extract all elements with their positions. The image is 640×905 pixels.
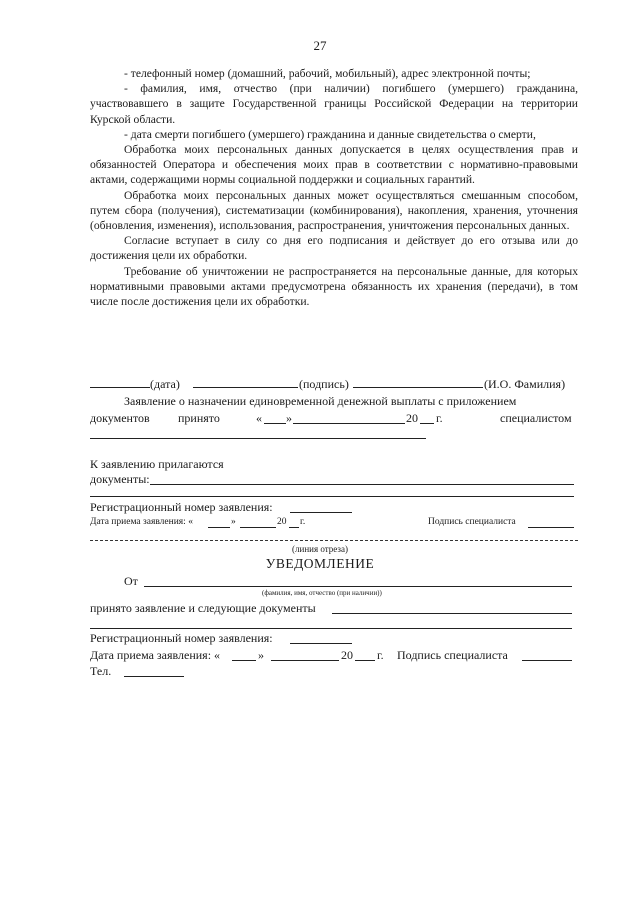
paragraph-destruction: Требование об уничтожении не распространяется на персональные данные, для которых нормативными правовыми актами предусмотрена обязанность их хранения (передачи), в том числе после достижения цели их обработки.	[90, 264, 578, 309]
notice-reg-number-label: Регистрационный номер заявления:	[90, 631, 273, 645]
application-year-blank[interactable]	[420, 423, 434, 424]
reg-number-blank[interactable]	[290, 512, 352, 513]
notice-reg-number-blank[interactable]	[290, 643, 352, 644]
notice-fio-hint: (фамилия, имя, отчество (при наличии))	[262, 589, 382, 597]
notice-date-quote-close: »	[258, 648, 264, 662]
date-accept-century: 20	[277, 517, 287, 527]
date-accept-year-suffix: г.	[300, 517, 306, 527]
date-accept-month-blank[interactable]	[240, 527, 276, 528]
specialist-signature-label: Подпись специалиста	[428, 517, 516, 527]
notice-from-label: От	[124, 574, 138, 588]
date-label: (дата)	[150, 377, 180, 391]
notice-date-year-blank[interactable]	[355, 660, 375, 661]
date-blank[interactable]	[90, 387, 150, 388]
specialist-name-blank[interactable]	[90, 438, 426, 439]
notice-date-year-suffix: г.	[377, 648, 384, 662]
name-label: (И.О. Фамилия)	[484, 377, 566, 391]
paragraph-phone: - телефонный номер (домашний, рабочий, мобильный), адрес электронной почты;	[124, 67, 531, 80]
paragraph-death-date: - дата смерти погибшего (умершего) гражданина и данные свидетельства о смерти,	[124, 127, 536, 141]
date-accept-label: Дата приема заявления: «	[90, 517, 193, 527]
attached-label-1: К заявлению прилагаются	[90, 457, 224, 471]
specialist-signature-blank[interactable]	[528, 527, 574, 528]
cut-dashed-line	[90, 540, 578, 541]
notice-date-label: Дата приема заявления: «	[90, 648, 221, 662]
application-specialist-word: специалистом	[500, 411, 572, 425]
application-accepted-word: принято	[178, 411, 220, 425]
attached-docs-blank-2[interactable]	[90, 496, 574, 497]
date-accept-quote-close: »	[231, 517, 236, 527]
paragraph-deceased-name: - фамилия, имя, отчество (при наличии) погибшего (умершего) гражданина, участвовавшего в защите Государственной границы Российской Федерации на территории Курской области.	[90, 82, 578, 126]
notice-date-month-blank[interactable]	[271, 660, 339, 661]
notice-title: УВЕДОМЛЕНИЕ	[265, 556, 375, 571]
cut-line-label: (линия отреза)	[292, 544, 348, 554]
notice-fio-blank[interactable]	[144, 586, 572, 587]
paragraph-processing-purpose: Обработка моих персональных данных допускается в целях осуществления прав и обязанностей Оператора и обеспечения моих прав в соответствии с нормативно-правовыми актами, содержащими нормы социальной поддержки и социальных гарантий.	[90, 143, 578, 187]
application-century: 20	[406, 411, 418, 425]
paragraph-processing-method: Обработка моих персональных данных может осуществляться смешанным способом, путем сбора (получения), систематизации (комбинирования), накопления, хранения, уточнения (обновления, изменения), использования, распространения, уничтожения персональных данных.	[90, 188, 578, 233]
notice-docs-blank-1[interactable]	[332, 613, 572, 614]
date-accept-year-blank[interactable]	[289, 527, 299, 528]
notice-phone-label: Тел.	[90, 664, 112, 678]
notice-date-century: 20	[341, 648, 353, 662]
attached-docs-blank-1[interactable]	[150, 484, 574, 485]
application-docs-word: документов	[90, 411, 150, 425]
attached-label-2: документы:	[90, 472, 150, 486]
signature-blank[interactable]	[193, 387, 298, 388]
notice-signature-label: Подпись специалиста	[397, 648, 508, 662]
application-day-blank[interactable]	[264, 423, 286, 424]
date-accept-day-blank[interactable]	[208, 527, 230, 528]
application-year-suffix: г.	[436, 411, 443, 425]
notice-docs-blank-2[interactable]	[90, 628, 572, 629]
notice-accepted-label: принято заявление и следующие документы	[90, 601, 316, 615]
application-quote-open: «	[256, 411, 262, 425]
notice-date-day-blank[interactable]	[232, 660, 256, 661]
paragraph-consent-validity: Согласие вступает в силу со дня его подписания и действует до его отзыва или до достижения цели их обработки.	[90, 234, 578, 263]
consent-text	[90, 66, 578, 309]
reg-number-label: Регистрационный номер заявления:	[90, 500, 273, 514]
notice-phone-blank[interactable]	[124, 676, 184, 677]
application-month-blank[interactable]	[293, 423, 405, 424]
page-number: 27	[313, 38, 327, 53]
application-quote-close: »	[286, 411, 292, 425]
application-line1: Заявление о назначении единовременной денежной выплаты с приложением	[124, 394, 517, 408]
name-blank[interactable]	[353, 387, 483, 388]
signature-label: (подпись)	[299, 377, 349, 391]
notice-signature-blank[interactable]	[522, 660, 572, 661]
